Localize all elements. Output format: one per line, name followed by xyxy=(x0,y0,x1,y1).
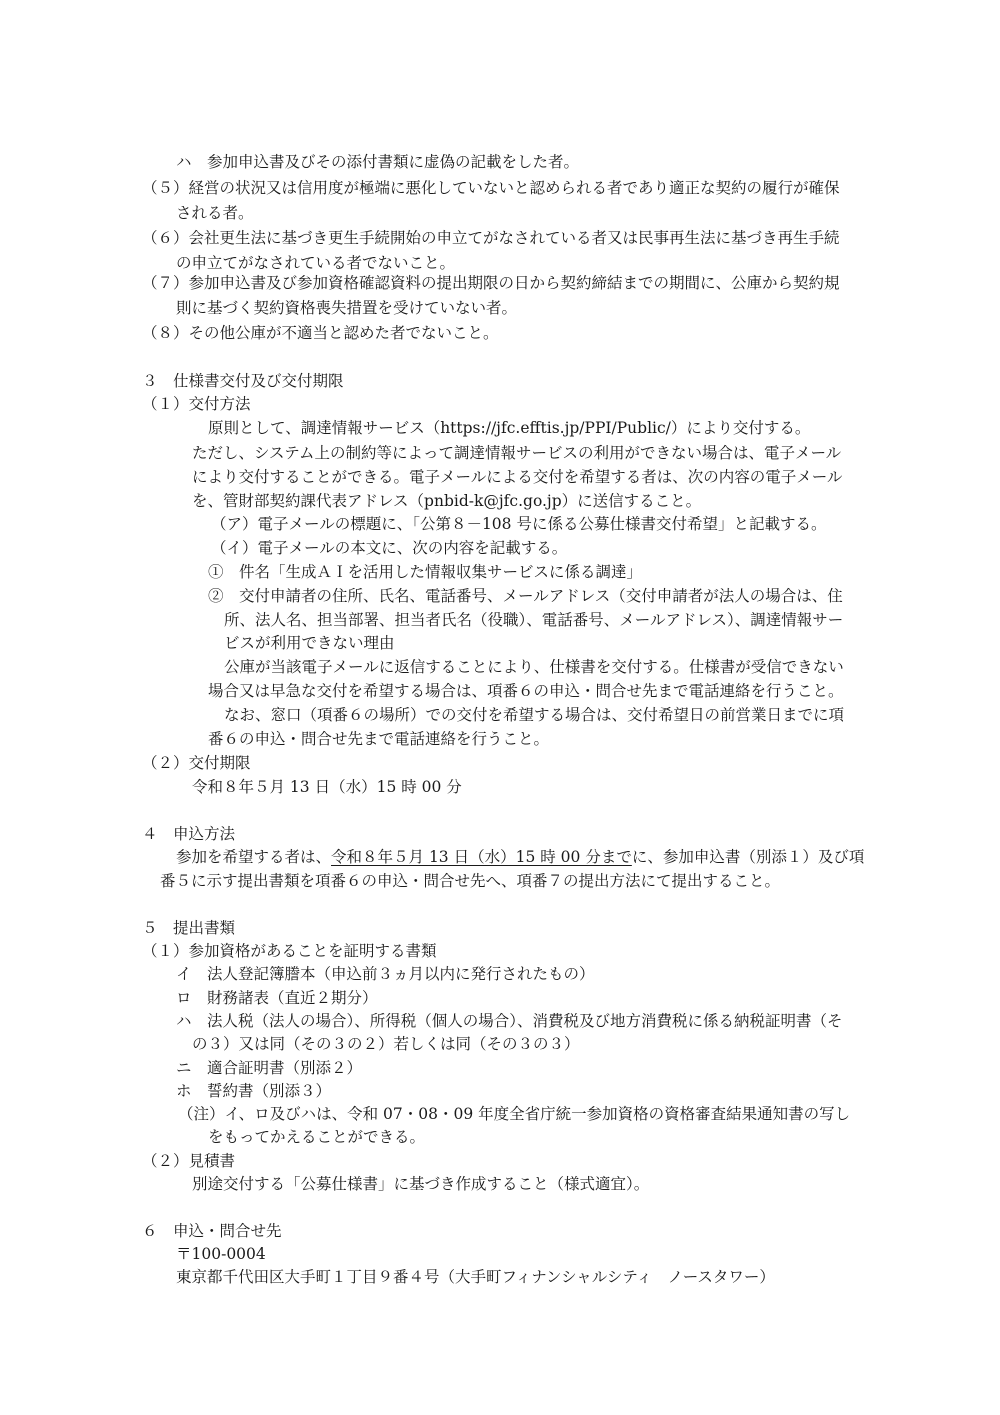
section-4-heading: ４ 申込方法 xyxy=(142,825,236,843)
delivery-para-line-3: により交付することができる。電子メールによる交付を希望する者は、次の内容の電子メール xyxy=(192,468,843,486)
email-item-a: （ア）電子メールの標題に、「公第８－108 号に係る公募仕様書交付希望」と記載する。 xyxy=(211,515,827,533)
application-rest: に、参加申込書（別添１）及び項 xyxy=(631,848,865,866)
application-intro: 参加を希望する者は、 xyxy=(176,848,332,866)
sub-2-estimate: （２）見積書 xyxy=(142,1152,236,1170)
item-8: （８）その他公庫が不適当と認めた者でないこと。 xyxy=(142,324,499,342)
delivery-para-line-2: ただし、システム上の制約等によって調達情報サービスの利用ができない場合は、電子メール xyxy=(192,444,842,462)
section-5-heading: ５ 提出書類 xyxy=(142,919,236,937)
applicant-info-line-2: 所、法人名、担当部署、担当者氏名（役職）、電話番号、メールアドレス）、調達情報サー xyxy=(224,611,844,629)
estimate-instruction: 別途交付する「公募仕様書」に基づき作成すること（様式適宜）。 xyxy=(192,1175,650,1193)
delivery-deadline-date: 令和８年５月 13 日（水）15 時 00 分 xyxy=(192,778,462,796)
item-ha-false-statement: ハ 参加申込書及びその添付書類に虚偽の記載をした者。 xyxy=(176,153,580,171)
reply-para-line-1: 公庫が当該電子メールに返信することにより、仕様書を交付する。仕様書が受信できない xyxy=(224,658,844,676)
reply-para-line-2: 場合又は早急な交付を希望する場合は、項番６の申込・問合せ先まで電話連絡を行うこと。 xyxy=(208,682,844,700)
delivery-para-line-1: 原則として、調達情報サービス（https://jfc.efftis.jp/PPI/Public/）により交付する。 xyxy=(208,419,811,437)
note-line-1: （注）イ、ロ及びハは、令和 07・08・09 年度全省庁統一参加資格の資格審査結果通知書の写し xyxy=(178,1105,851,1123)
doc-item-ha-line-1: ハ 法人税（法人の場合）、所得税（個人の場合）、消費税及び地方消費税に係る納税証明書（そ xyxy=(176,1012,843,1030)
application-deadline-underlined: 令和８年５月 13 日（水）15 時 00 分まで xyxy=(331,848,632,866)
postal-code: 〒100-0004 xyxy=(176,1245,266,1263)
doc-item-ha-line-2: の３）又は同（その３の２）若しくは同（その３の３） xyxy=(192,1035,580,1053)
item-7-line-2: 則に基づく契約資格喪失措置を受けていない者。 xyxy=(176,299,518,317)
item-6-line-1: （６）会社更生法に基づき更生手続開始の申立てがなされている者又は民事再生法に基づき再生手続 xyxy=(142,229,840,247)
delivery-para-line-4: を、管財部契約課代表アドレス（pnbid-k@jfc.go.jp）に送信すること。 xyxy=(192,492,702,510)
doc-item-ni: ニ 適合証明書（別添２） xyxy=(176,1059,363,1077)
applicant-info-line-1: ② 交付申請者の住所、氏名、電話番号、メールアドレス（交付申請者が法人の場合は、住 xyxy=(208,587,843,605)
email-item-i: （イ）電子メールの本文に、次の内容を記載する。 xyxy=(211,539,568,557)
application-para-line-1 xyxy=(176,846,864,868)
email-subject-item: ① 件名「生成ＡＩを活用した情報収集サービスに係る調達」 xyxy=(208,563,643,581)
application-para-line-2: 番５に示す提出書類を項番６の申込・問合せ先へ、項番７の提出方法にて提出すること。 xyxy=(160,872,781,890)
counter-para-line-1: なお、窓口（項番６の場所）での交付を希望する場合は、交付希望日の前営業日までに項 xyxy=(224,706,845,724)
doc-item-ho: ホ 誓約書（別添３） xyxy=(176,1082,332,1100)
section-3-heading: ３ 仕様書交付及び交付期限 xyxy=(142,372,344,390)
section-6-heading: ６ 申込・問合せ先 xyxy=(142,1222,282,1240)
sub-1-delivery-method: （１）交付方法 xyxy=(142,395,251,413)
item-5-line-2: される者。 xyxy=(176,204,254,222)
item-5-line-1: （５）経営の状況又は信用度が極端に悪化していないと認められる者であり適正な契約の履行が確保 xyxy=(142,179,840,197)
sub-1-qualification-docs: （１）参加資格があることを証明する書類 xyxy=(142,942,437,960)
item-6-line-2: の申立てがなされている者でないこと。 xyxy=(176,254,456,272)
address: 東京都千代田区大手町１丁目９番４号（大手町フィナンシャルシティ ノースタワー） xyxy=(176,1268,775,1286)
note-line-2: をもってかえることができる。 xyxy=(208,1128,426,1146)
applicant-info-line-3: ビスが利用できない理由 xyxy=(224,634,395,652)
sub-2-delivery-deadline: （２）交付期限 xyxy=(142,754,251,772)
doc-item-i: イ 法人登記簿謄本（申込前３ヵ月以内に発行されたもの） xyxy=(176,965,595,983)
item-7-line-1: （７）参加申込書及び参加資格確認資料の提出期限の日から契約締結までの期間に、公庫から契約規 xyxy=(142,274,840,292)
counter-para-line-2: 番６の申込・問合せ先まで電話連絡を行うこと。 xyxy=(208,730,550,748)
doc-item-ro: ロ 財務諸表（直近２期分） xyxy=(176,989,378,1007)
